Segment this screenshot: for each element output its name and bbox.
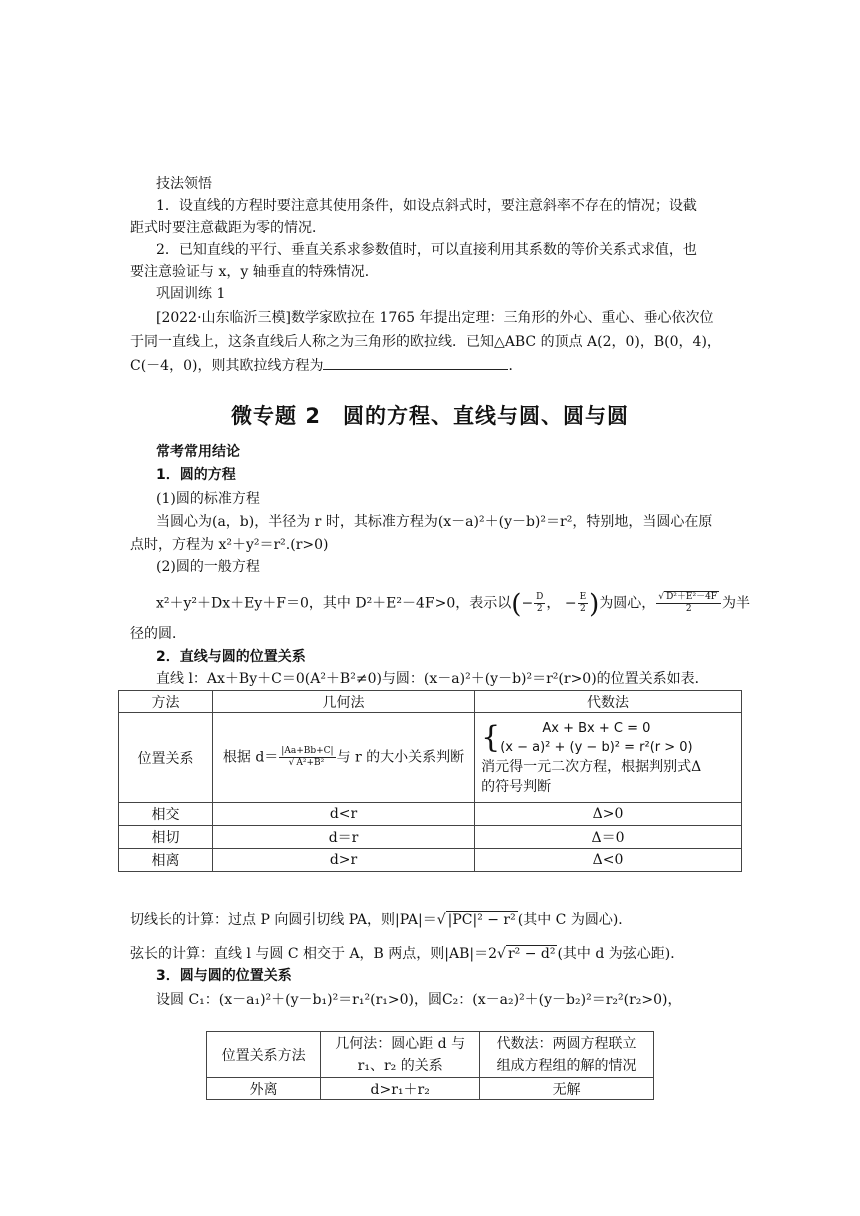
chord-text-post: (其中 d 为弦心距)．: [557, 946, 685, 962]
practice-line-1-text: 数学家欧拉在 1765 年提出定理：三角形的外心、重心、垂心依次位: [291, 310, 714, 326]
table-header-row: [119, 691, 742, 713]
section-1-2-heading: (2)圆的一般方程: [156, 559, 260, 575]
radicand: A²+B²: [296, 758, 325, 768]
fraction-denominator: 2: [536, 604, 543, 614]
general-equation-line-2: 径的圆．: [130, 626, 186, 642]
radicand: r² − d²: [507, 946, 556, 962]
section-3-intro: 设圆 C₁：(x－a₁)²＋(y－b₁)²＝r₁²(r₁>0)，圆C₂：(x－a₂)²＋(y－b₂)²＝r₂²(r₂>0)，: [156, 992, 682, 1008]
fraction-numerator: D: [536, 592, 544, 602]
table-cell: 相切: [119, 826, 213, 849]
table-cell: Δ>0: [475, 803, 742, 826]
fraction-numerator: √ D²＋E²－4F: [656, 592, 721, 604]
header-line: 几何法：圆心距 d 与: [335, 1035, 466, 1052]
header-line: r₁、r₂ 的关系: [357, 1057, 443, 1074]
tangent-text-post: (其中 C 为圆心)．: [517, 912, 633, 928]
distance-fraction: [279, 746, 335, 769]
geo-text-post: 与 r 的大小关系判断: [336, 749, 465, 766]
equation-system: [481, 719, 735, 757]
fraction-d-over-2: [534, 592, 545, 615]
brace-icon: {: [481, 719, 501, 755]
system-equation-2: (x − a)² + (y − b)² = r²(r > 0): [500, 739, 693, 755]
section-2-heading: 2．直线与圆的位置关系: [156, 649, 306, 665]
fraction-e-over-2: [578, 592, 589, 615]
general-equation-center-label: 为圆心，: [599, 595, 656, 612]
standard-equation-line-2: 点时，方程为 x²＋y²＝r².(r>0): [130, 537, 329, 553]
general-equation-line-1: x²＋y²＋Dx＋Ey＋F＝0，其中 D²＋E²－4F>0，表示以(− $\frac{D}{2}$ ， − $\frac{E}{2}$ )为圆心， $\frac{\text{√ D²＋E²－4F}}{2}$ 为半: [156, 589, 751, 620]
table-cell: 相离: [119, 849, 213, 872]
fraction-denominator: 2: [685, 604, 692, 614]
fraction-numerator: E: [579, 592, 587, 602]
tangent-length-line: 切线长的计算：过点 P 向圆引切线 PA，则|PA|＝√ |PC|² − r² (其中 C 为圆心)．: [130, 912, 633, 928]
section-2-intro: 直线 l：Ax＋By＋C＝0(A²＋B²≠0)与圆：(x－a)²＋(y－b)²＝r²(r>0)的位置关系如表．: [156, 671, 709, 687]
table-row: [207, 1078, 654, 1100]
fraction-denominator: √ A²+B²: [288, 758, 325, 768]
standard-equation-line-1: 当圆心为(a，b)，半径为 r 时，其标准方程为(x－a)²＋(y－b)²＝r²，特别地，当圆心在原: [156, 514, 713, 530]
table-cell: Δ<0: [475, 849, 742, 872]
practice-line-3: [130, 356, 522, 376]
section-3-heading: 3．圆与圆的位置关系: [156, 968, 292, 984]
header-line: 代数法：两圆方程联立: [496, 1035, 637, 1052]
right-paren-icon: ): [589, 589, 600, 620]
table-header-cell: 方法: [119, 691, 213, 713]
practice-line-2: 于同一直线上，这条直线后人称之为三角形的欧拉线．已知△ABC 的顶点 A(2，0)，B(0，4)，: [130, 334, 721, 350]
table-header-cell: 几何法: [212, 691, 474, 713]
table-cell: 外离: [207, 1078, 321, 1100]
header-line: 组成方程组的解的情况: [496, 1057, 637, 1074]
fraction-denominator: 2: [580, 604, 586, 614]
conclusions-heading: 常考常用结论: [156, 444, 240, 460]
answer-blank[interactable]: [323, 357, 508, 370]
chord-text-pre: 弦长的计算：直线 l 与圆 C 相交于 A，B 两点，则|AB|＝2: [130, 946, 498, 962]
table-header-cell: [480, 1032, 654, 1078]
table-header-cell: 位置关系方法: [207, 1032, 321, 1078]
table-header-cell: [321, 1032, 480, 1078]
tips-heading: 技法领悟: [156, 176, 212, 192]
practice-line-3-end: ．: [508, 358, 523, 374]
tips-item-2-line-2: 要注意验证与 x，y 轴垂直的特殊情况．: [130, 264, 379, 280]
table-row-label: 位置关系: [119, 713, 213, 803]
circle-circle-table: [206, 1031, 654, 1100]
table-row: [119, 803, 742, 826]
geometric-method-cell: [212, 713, 474, 803]
radius-fraction: [656, 592, 721, 615]
tangent-text-pre: 切线长的计算：过点 P 向圆引切线 PA，则|PA|＝: [130, 912, 437, 928]
section-1-heading: 1．圆的方程: [156, 467, 236, 483]
general-equation-text: x²＋y²＋Dx＋Ey＋F＝0，其中 D²＋E²－4F>0，表示以: [156, 595, 512, 612]
table-cell: 相交: [119, 803, 213, 826]
radicand: D²＋E²－4F: [666, 592, 718, 602]
practice-heading: 巩固训练 1: [156, 286, 226, 302]
tips-item-1-line-1: 1．设直线的方程时要注意其使用条件，如设点斜式时，要注意斜率不存在的情况；设截: [156, 198, 697, 214]
geo-text-pre: 根据 d＝: [222, 749, 279, 766]
chord-length-line: 弦长的计算：直线 l 与圆 C 相交于 A，B 两点，则|AB|＝2√ r² − d² (其中 d 为弦心距)．: [130, 946, 685, 962]
tips-item-2-line-1: 2．已知直线的平行、垂直关系求参数值时，可以直接利用其系数的等价关系式求值，也: [156, 242, 697, 258]
algebraic-text-1: 消元得一元二次方程，根据判别式Δ: [481, 758, 702, 775]
table-cell: 无解: [480, 1078, 654, 1100]
line-circle-table: [118, 690, 742, 872]
table-cell: d＝r: [212, 826, 474, 849]
table-cell: d>r: [212, 849, 474, 872]
table-header-cell: 代数法: [475, 691, 742, 713]
table-header-row: [207, 1032, 654, 1078]
fraction-numerator: |Aa+Bb+C|: [281, 746, 334, 756]
algebraic-text-2: 的符号判断: [481, 778, 552, 795]
radicand: |PC|² − r²: [447, 912, 516, 928]
table-cell: Δ＝0: [475, 826, 742, 849]
left-paren-icon: (: [511, 589, 522, 620]
table-cell: d<r: [212, 803, 474, 826]
practice-line-3-text: C(－4，0)，则其欧拉线方程为: [130, 358, 324, 374]
table-row: [119, 849, 742, 872]
practice-line-1: [156, 308, 714, 328]
algebraic-method-cell: [475, 713, 742, 803]
system-equation-1: Ax + Bx + C = 0: [542, 720, 651, 736]
section-title: 微专题 2 圆的方程、直线与圆、圆与圆: [231, 404, 629, 428]
section-1-1-heading: (1)圆的标准方程: [156, 491, 260, 507]
table-row: [119, 713, 742, 803]
tips-item-1-line-2: 距式时要注意截距为零的情况．: [130, 220, 326, 236]
table-cell: d>r₁＋r₂: [321, 1078, 480, 1100]
table-row: [119, 826, 742, 849]
practice-source: [2022·山东临沂三模]: [156, 310, 292, 326]
general-equation-radius-label: 为半: [722, 595, 751, 612]
